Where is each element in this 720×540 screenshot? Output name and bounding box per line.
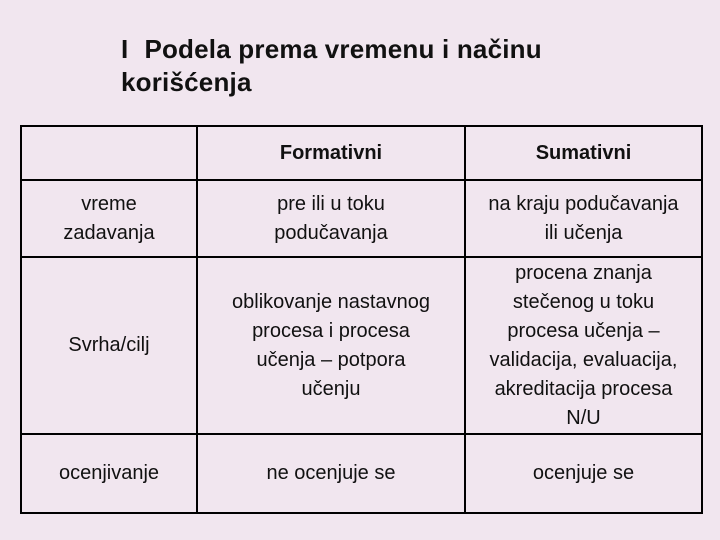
title-line-2: korišćenja <box>121 67 252 97</box>
title-number: I <box>121 34 129 64</box>
comparison-table <box>20 125 703 514</box>
page-title <box>121 33 542 99</box>
row-label-vreme-zadavanja: vreme zadavanja <box>21 180 197 257</box>
header-formativni: Formativni <box>197 126 465 180</box>
row-label-ocenjivanje: ocenjivanje <box>21 434 197 513</box>
row-label-svrha-cilj: Svrha/cilj <box>21 257 197 434</box>
table-header-row <box>21 126 702 180</box>
cell-formativni: ne ocenjuje se <box>197 434 465 513</box>
cell-formativni: oblikovanje nastavnog procesa i procesa učenja – potpora učenju <box>197 257 465 434</box>
cell-sumativni: ocenjuje se <box>465 434 702 513</box>
header-sumativni: Sumativni <box>465 126 702 180</box>
table-row <box>21 180 702 257</box>
table-row <box>21 257 702 434</box>
cell-formativni: pre ili u toku podučavanja <box>197 180 465 257</box>
title-text-line-1: Podela prema vremenu i načinu <box>144 34 542 64</box>
title-line-1 <box>121 33 542 66</box>
table-row <box>21 434 702 513</box>
cell-sumativni: procena znanja stečenog u toku procesa učenja – validacija, evaluacija, akreditacija procesa N/U <box>465 257 702 434</box>
header-empty-cell <box>21 126 197 180</box>
cell-sumativni: na kraju podučavanja ili učenja <box>465 180 702 257</box>
